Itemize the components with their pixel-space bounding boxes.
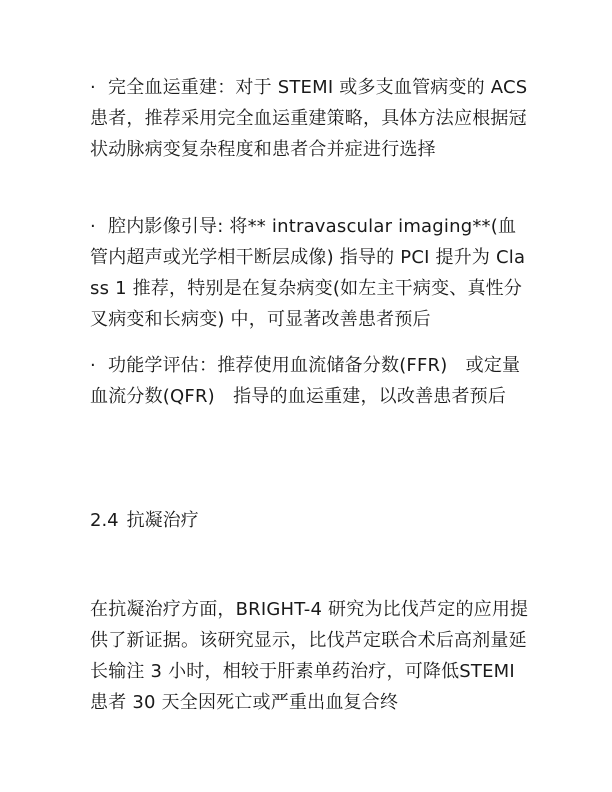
bullet-text: 腔内影像引导: 将** intravascular imaging**(血管内超声或光学相干断层成像) 指导的 PCI 提升为 Class 1 推荐，特别是在复杂病变(如左主干病变、真性分叉病变和长病变) 中，可显著改善患者预后 bbox=[90, 216, 526, 330]
bullet-marker: · bbox=[90, 77, 96, 98]
bullet-complete-revascularization bbox=[90, 72, 530, 165]
bullet-text: 完全血运重建：对于 STEMI 或多支血管病变的 ACS 患者，推荐采用完全血运重建策略，具体方法应根据冠状动脉病变复杂程度和患者合并症进行选择 bbox=[90, 77, 528, 160]
bullet-marker: · bbox=[90, 355, 96, 376]
section-heading bbox=[90, 505, 199, 536]
body-paragraph: 在抗凝治疗方面，BRIGHT-4 研究为比伐芦定的应用提供了新证据。该研究显示，比伐芦定联合术后高剂量延长输注 3 小时，相较于肝素单药治疗，可降低STEMI 患者 30 天全因死亡或严重出血复合终 bbox=[90, 599, 529, 713]
bullet-text: 功能学评估：推荐使用血流储备分数(FFR) 或定量血流分数(QFR) 指导的血运重建，以改善患者预后 bbox=[90, 355, 521, 407]
section-number: 2.4 bbox=[90, 510, 119, 531]
bullet-intravascular-imaging bbox=[90, 211, 530, 335]
bullet-functional-assessment bbox=[90, 350, 530, 412]
bullet-marker: · bbox=[90, 216, 96, 237]
section-title: 抗凝治疗 bbox=[126, 510, 199, 531]
